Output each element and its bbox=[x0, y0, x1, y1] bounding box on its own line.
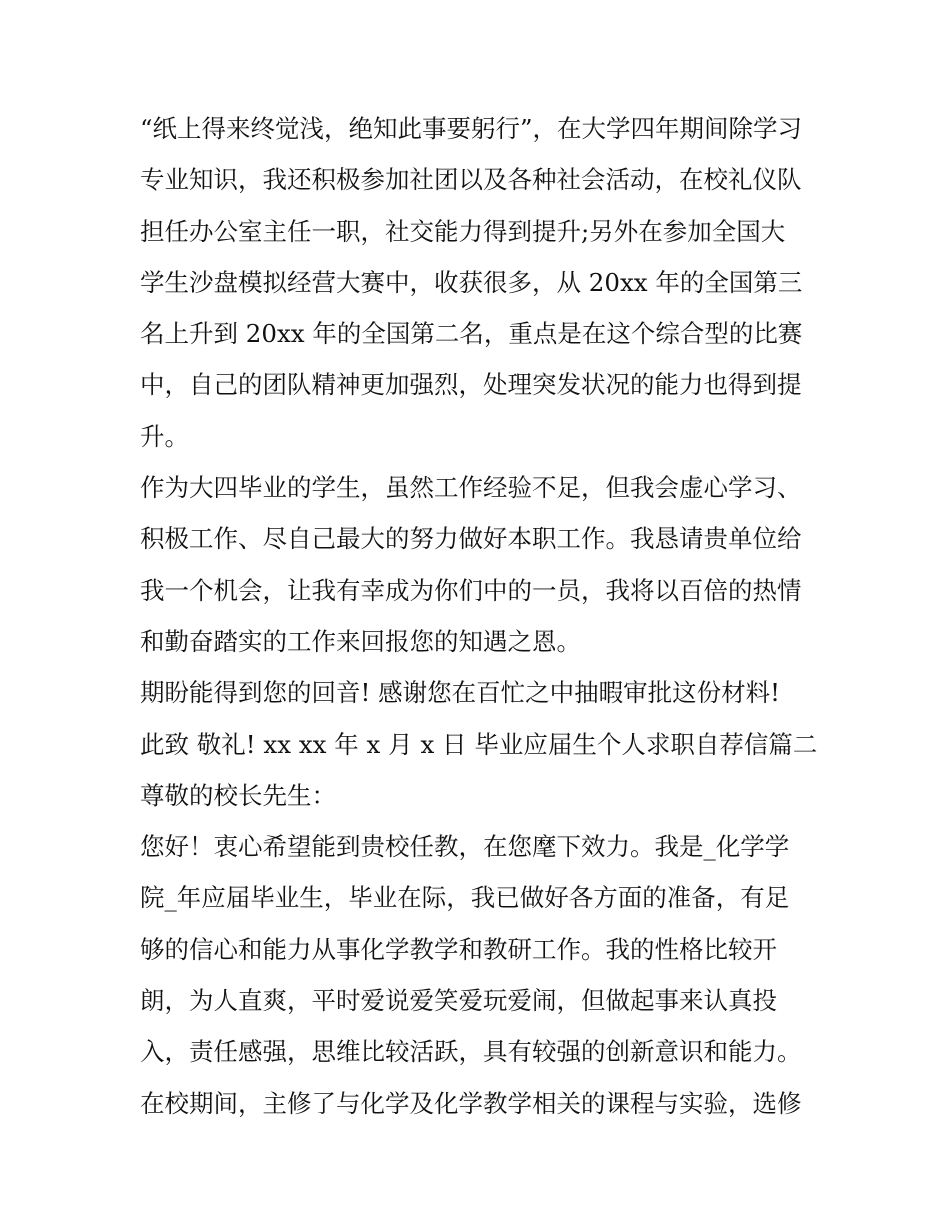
text-line: 院_年应届毕业生，毕业在际，我已做好各方面的准备，有足 bbox=[140, 883, 790, 913]
text-line: 期盼能得到您的回音! 感谢您在百忙之中抽暇审批这份材料! bbox=[140, 678, 780, 708]
text-line: 入，责任感强，思维比较活跃，具有较强的创新意识和能力。 bbox=[140, 1037, 802, 1067]
text-line: 专业知识，我还积极参加社团以及各种社会活动，在校礼仪队 bbox=[140, 165, 802, 195]
text-line: 和勤奋踏实的工作来回报您的知遇之恩。 bbox=[140, 626, 581, 656]
text-line: 尊敬的校长先生： bbox=[140, 780, 336, 810]
text-line: 升。 bbox=[140, 421, 189, 451]
text-line: “纸上得来终觉浅，绝知此事要躬行”，在大学四年期间除学习 bbox=[140, 114, 803, 143]
text-line: 您好！衷心希望能到贵校任教，在您麾下效力。我是_化学学 bbox=[140, 832, 790, 862]
text-line: 学生沙盘模拟经营大赛中，收获很多，从 20xx 年的全国第三 bbox=[140, 267, 803, 297]
text-line: 作为大四毕业的学生，虽然工作经验不足，但我会虚心学习、 bbox=[140, 473, 802, 503]
text-line: 此致 敬礼! xx xx 年 x 月 x 日 毕业应届生个人求职自荐信篇二 bbox=[140, 729, 818, 759]
text-line: 名上升到 20xx 年的全国第二名，重点是在这个综合型的比赛 bbox=[140, 319, 803, 349]
document-body bbox=[140, 103, 830, 1129]
text-line: 在校期间，主修了与化学及化学教学相关的课程与实验，选修 bbox=[140, 1088, 802, 1118]
text-line: 中，自己的团队精神更加强烈，处理突发状况的能力也得到提 bbox=[140, 370, 802, 400]
text-line: 担任办公室主任一职，社交能力得到提升;另外在参加全国大 bbox=[140, 216, 786, 246]
text-line: 我一个机会，让我有幸成为你们中的一员，我将以百倍的热情 bbox=[140, 575, 802, 605]
text-line: 够的信心和能力从事化学教学和教研工作。我的性格比较开 bbox=[140, 934, 777, 964]
text-line: 朗，为人直爽，平时爱说爱笑爱玩爱闹，但做起事来认真投 bbox=[140, 986, 777, 1016]
text-line: 积极工作、尽自己最大的努力做好本职工作。我恳请贵单位给 bbox=[140, 524, 802, 554]
